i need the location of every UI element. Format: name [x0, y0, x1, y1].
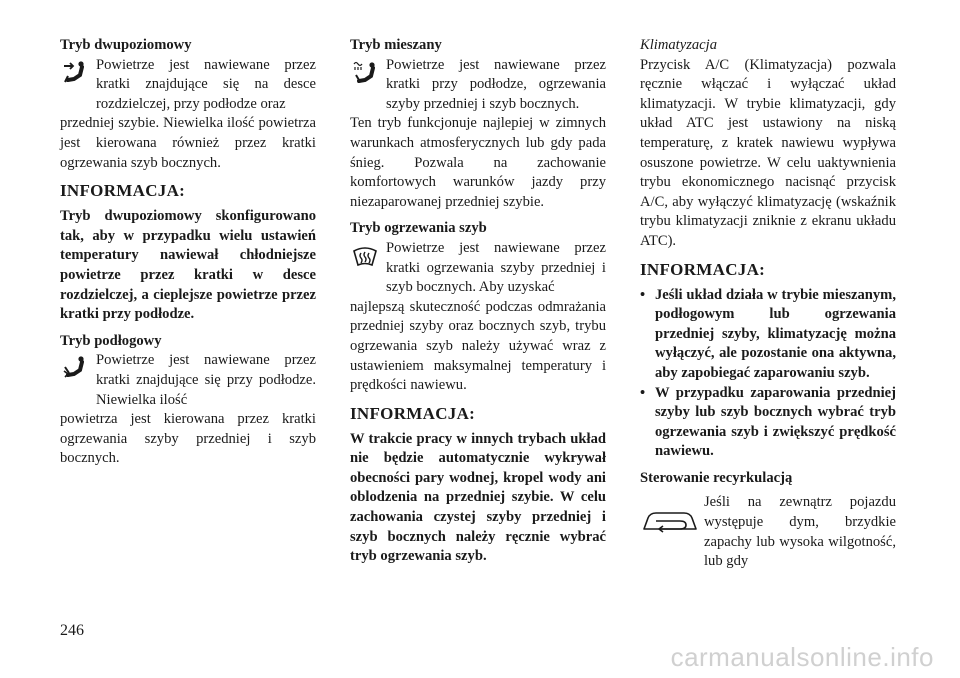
recirc-description-first: Jeśli na zewnątrz pojazdu występuje dym, brzydkie zapachy lub wysoka wilgotność, lub gdy — [704, 494, 896, 570]
floor-description-rest: powietrza jest kierowana przez kratki ogrzewania szyby przedniej i szyb bocznych. — [60, 411, 316, 467]
bilevel-mode-icon — [62, 60, 88, 86]
floor-section — [60, 351, 316, 410]
floor-description-first: Powietrze jest nawiewane przez kratki znajdujące się przy podłodze. Niewielka ilość — [96, 352, 316, 408]
recirc-section — [640, 493, 896, 571]
defrost-mode-icon — [352, 243, 378, 269]
column-middle — [350, 36, 606, 567]
info-bullet-item: • W przypadku zaparowania przedniej szyby lub szyb bocznych wybrać tryb ogrzewania szyb i zwiększyć prędkość nawiewu. — [640, 384, 896, 462]
info-bullet-list — [640, 286, 896, 462]
bilevel-heading: Tryb dwupoziomowy — [60, 37, 192, 53]
column-left — [60, 36, 316, 469]
info-heading-1: INFORMACJA: — [60, 181, 186, 201]
floor-mode-icon — [62, 355, 88, 381]
bilevel-description-rest: przedniej szybie. Niewielka ilość powietrza jest kierowana również przez kratki ogrzewania szyb bocznych. — [60, 115, 316, 171]
watermark: carmanualsonline.info — [670, 642, 934, 672]
defrost-heading: Tryb ogrzewania szyb — [350, 220, 487, 237]
info-text-1: Tryb dwupoziomowy skonfigurowano tak, aby w przypadku wielu ustawień temperatury nawiewał chłodniejsze powietrze przez kratki w desce rozdzielczej, a cieplejsze powietrze przez kratki przy podłodze. — [60, 208, 316, 323]
info-bullet-item: • Jeśli układ działa w trybie mieszanym, podłogowym lub ogrzewania przedniej szyby, klimatyzację można wyłączyć, ale pozostanie ona aktywna, aby zapobiegać zaparowaniu szyb. — [640, 286, 896, 384]
mix-description-first: Powietrze jest nawiewane przez kratki przy podłodze, ogrzewania szyby przedniej i szyb bocznych. — [386, 56, 606, 112]
floor-heading: Tryb podłogowy — [60, 332, 162, 349]
ac-description: Przycisk A/C (Klimatyzacja) pozwala ręcznie włączać i wyłączać układ klimatyzacji. W trybie klimatyzacji, gdy układ ATC jest ustawiony na niską temperaturę, z kratek nawiewu wypływa osuszone powietrze. W celu uaktywnienia trybu ekonomicznego nacisnąć przycisk A/C, aby wyłączyć klimatyzację (wskaźnik trybu klimatyzacji zniknie z ekranu układu ATC). — [640, 56, 896, 249]
bilevel-description-first: Powietrze jest nawiewane przez kratki znajdujące się na desce rozdzielczej, przy podłodze oraz — [96, 56, 316, 112]
info-text-2: W trakcie pracy w innych trybach układ nie będzie automatycznie wykrywał obecności pary wodnej, kropel wody ani oblodzenia na przedniej szybie. W celu zachowania czystej szyby przedniej i szyb bocznych należy ręcznie wybrać tryb ogrzewania szyb. — [350, 430, 606, 565]
recirc-heading: Sterowanie recyrkulacją — [640, 469, 793, 486]
mix-section — [350, 56, 606, 115]
info-heading-2: INFORMACJA: — [350, 403, 476, 423]
mix-description-rest: Ten tryb funkcjonuje najlepiej w zimnych warunkach atmosferycznych lub gdy pada śnieg. Pozwala na zachowanie komfortowych warunków jazdy przy niezaparowanej przedniej szybie. — [350, 115, 606, 210]
recirculation-icon — [640, 507, 700, 537]
defrost-description-rest: najlepszą skuteczność podczas odmrażania przedniej szyby oraz bocznych szyb, trybu ogrzewania szyb należy używać wraz z ustawieniem maksymalnej temperatury i prędkości nawiewu. — [350, 298, 606, 394]
page-number: 246 — [60, 622, 84, 639]
column-right — [640, 36, 896, 572]
bilevel-section — [60, 56, 316, 115]
ac-heading: Klimatyzacja — [640, 37, 718, 53]
mix-heading: Tryb mieszany — [350, 37, 442, 53]
defrost-description-first: Powietrze jest nawiewane przez kratki ogrzewania szyby przedniej i szyb bocznych. Aby uzyskać — [386, 239, 606, 296]
info-heading-3: INFORMACJA: — [640, 259, 766, 279]
mix-mode-icon — [352, 60, 378, 86]
defrost-section — [350, 239, 606, 298]
